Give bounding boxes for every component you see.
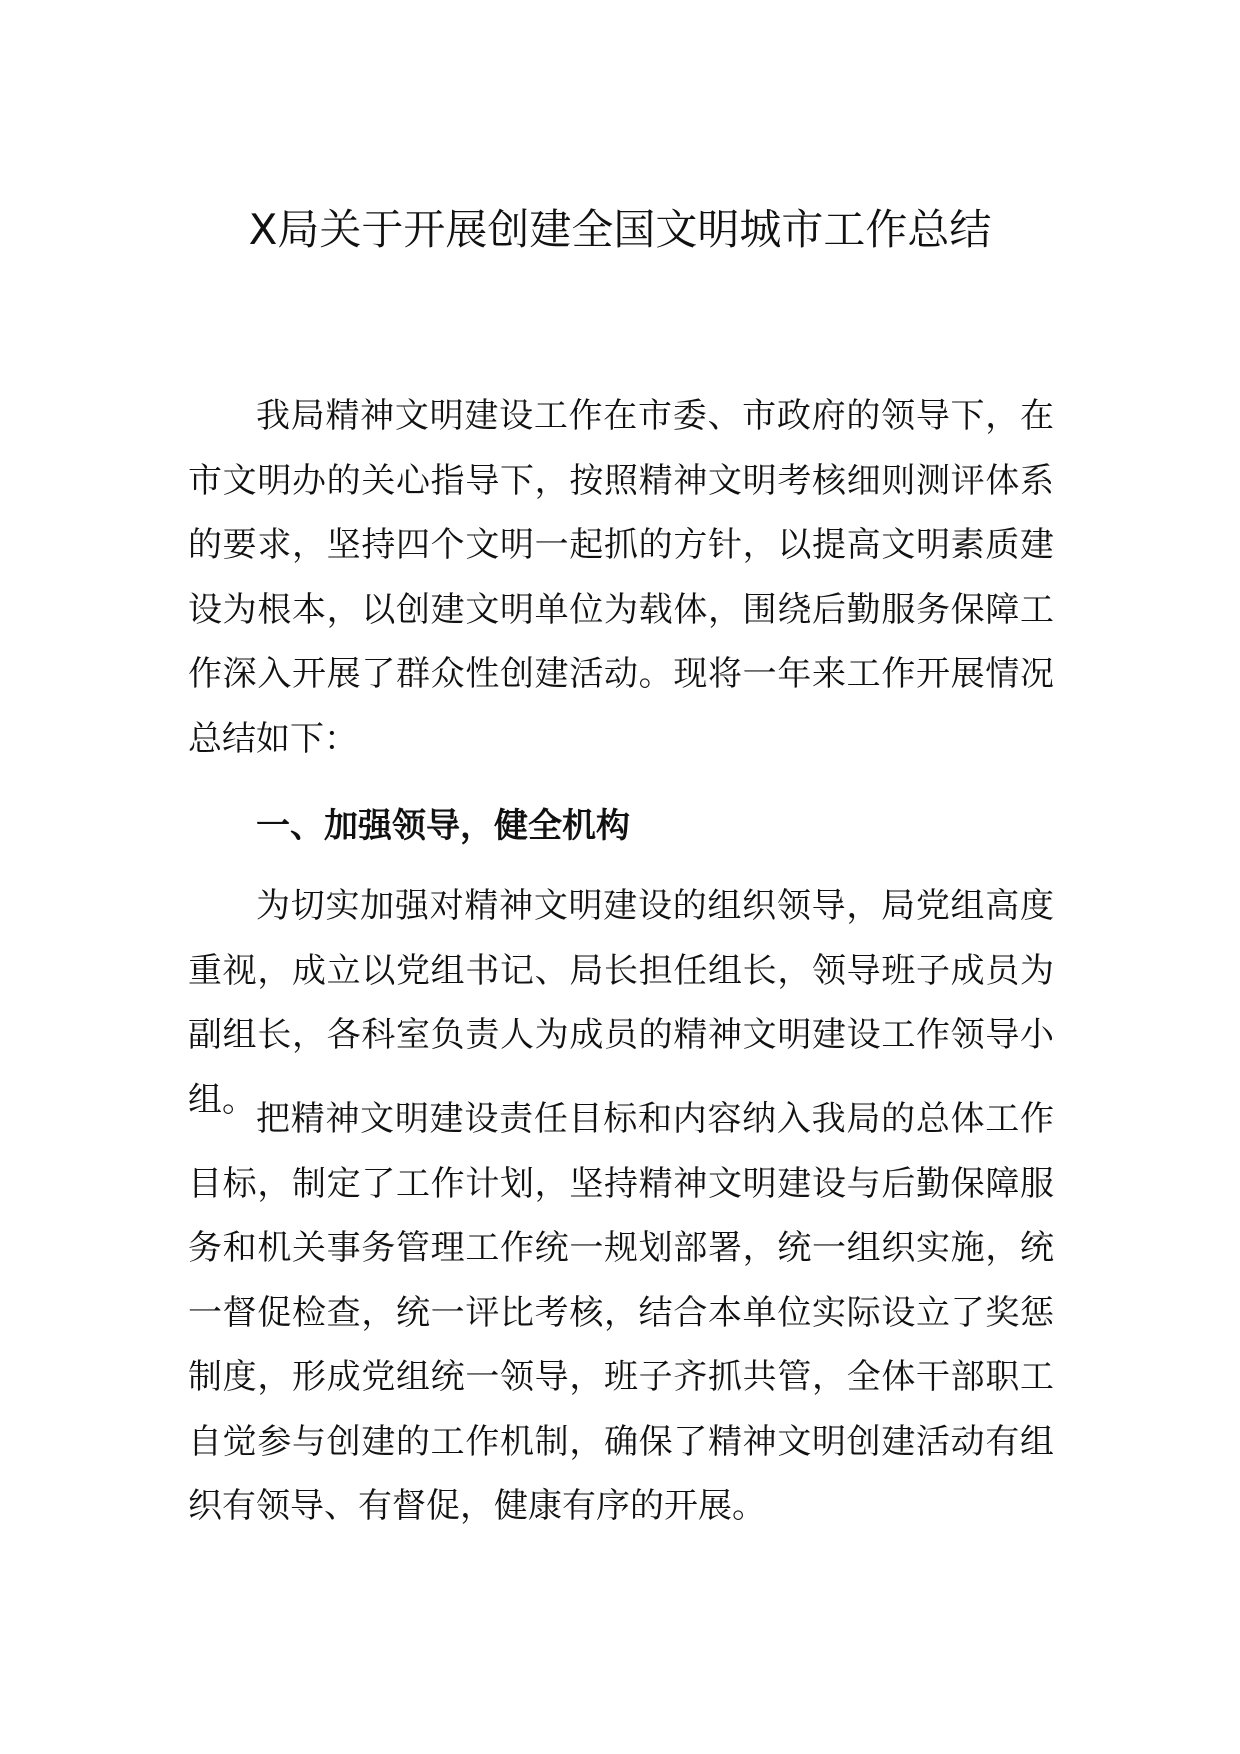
section-1-paragraph-2: 把精神文明建设责任目标和内容纳入我局的总体工作目标，制定了工作计划，坚持精神文明建设与后勤保障服务和机关事务管理工作统一规划部署，统一组织实施，统一督促检查，统一评比考核，结合本单位实际设立了奖惩制度，形成党组统一领导，班子齐抓共管，全体干部职工自觉参与创建的工作机制，确保了精神文明创建活动有组织有领导、有督促，健康有序的开展。 [188, 1099, 1054, 1526]
document-title: X局关于开展创建全国文明城市工作总结 [248, 205, 992, 254]
section-heading-1: 一、加强领导，健全机构 [256, 806, 630, 846]
section-1-paragraph-1: 为切实加强对精神文明建设的组织领导，局党组高度重视，成立以党组书记、局长担任组长，领导班子成员为副组长，各科室负责人为成员的精神文明建设工作领导小组。 [188, 886, 1054, 1120]
intro-paragraph: 我局精神文明建设工作在市委、市政府的领导下，在市文明办的关心指导下，按照精神文明考核细则测评体系的要求，坚持四个文明一起抓的方针，以提高文明素质建设为根本，以创建文明单位为载体，围绕后勤服务保障工作深入开展了群众性创建活动。现将一年来工作开展情况总结如下： [188, 396, 1054, 759]
